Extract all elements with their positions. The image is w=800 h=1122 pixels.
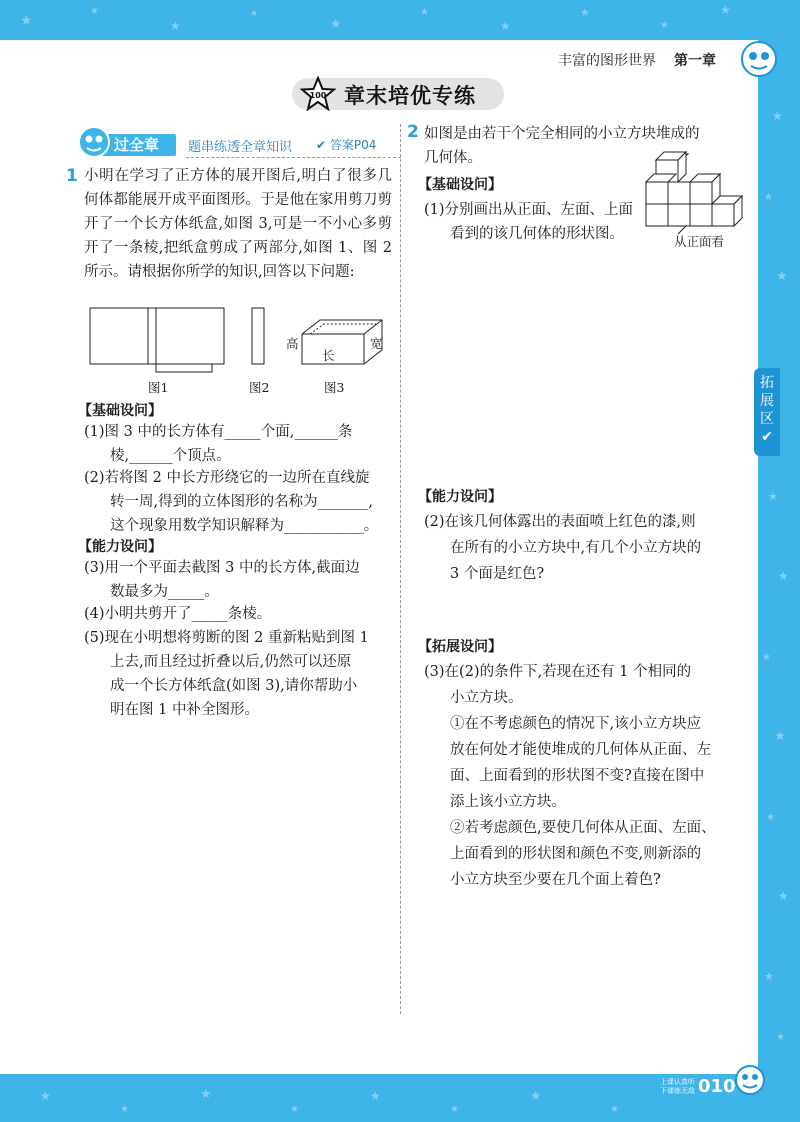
q2-stem-line2: 几何体。 xyxy=(424,150,482,166)
svg-text:★: ★ xyxy=(776,269,788,284)
fig1-rect xyxy=(90,308,224,364)
extension-zone-tab[interactable] xyxy=(754,368,780,456)
top-frame xyxy=(0,0,800,40)
q2-part2-line3: 3 个面是红色? xyxy=(450,566,545,582)
fig3-caption: 图3 xyxy=(324,380,345,395)
star-badge-icon xyxy=(300,76,336,112)
svg-text:★: ★ xyxy=(778,889,789,903)
footer-slogan xyxy=(660,1078,695,1096)
q1-part1-line2: 棱,______个顶点。 xyxy=(110,448,231,464)
q1-part2-line2: 转一周,得到的立体图形的名称为_______, xyxy=(110,494,373,510)
svg-text:★: ★ xyxy=(450,1104,459,1115)
answer-reference: ✔ 答案P04 xyxy=(316,138,377,152)
q2-part3-line2: 小立方块。 xyxy=(450,690,523,706)
svg-text:★: ★ xyxy=(764,970,774,983)
svg-text:★: ★ xyxy=(90,6,99,17)
q2-part2-line2: 在所有的小立方块中,有几个小立方块的 xyxy=(450,540,702,556)
svg-text:★: ★ xyxy=(120,1104,129,1115)
q1-part2-line3: 这个现象用数学知识解释为___________。 xyxy=(110,518,379,534)
q1-part3-line2: 数最多为_____。 xyxy=(110,584,219,600)
fig2-caption: 图2 xyxy=(249,380,270,395)
fig3-height-label: 高 xyxy=(286,336,299,351)
fig1-caption: 图1 xyxy=(148,380,169,395)
svg-text:★: ★ xyxy=(720,3,731,17)
q2-ability-heading: 【能力设问】 xyxy=(418,489,502,505)
column-divider xyxy=(400,124,401,1014)
banner-underline xyxy=(186,157,401,158)
footer-slogan-line2: 下课练无敌 xyxy=(660,1087,695,1095)
q2-extension-heading: 【拓展设问】 xyxy=(418,639,502,655)
fig3-width-label: 宽 xyxy=(370,336,383,351)
svg-text:★: ★ xyxy=(290,1104,299,1115)
q2-part3-line3: ①在不考虑颜色的情况下,该小立方块应 xyxy=(450,716,702,732)
svg-text:★: ★ xyxy=(200,1087,212,1102)
section-title xyxy=(292,78,504,110)
svg-text:★: ★ xyxy=(660,20,669,31)
svg-text:★: ★ xyxy=(500,19,511,33)
svg-text:★: ★ xyxy=(774,729,786,744)
svg-text:★: ★ xyxy=(40,1089,51,1103)
q1-part4: (4)小明共剪开了_____条棱。 xyxy=(84,606,272,622)
running-header xyxy=(558,50,716,70)
q2-stem-line1: 如图是由若干个完全相同的小立方块堆成的 xyxy=(424,126,700,142)
svg-text:★: ★ xyxy=(580,6,590,19)
svg-text:★: ★ xyxy=(20,13,33,29)
svg-text:★: ★ xyxy=(762,652,771,663)
book-section: 丰富的图形世界 xyxy=(558,53,656,69)
fig3-length-label: 长 xyxy=(322,348,335,363)
page-number: 010 xyxy=(698,1076,736,1097)
q1-part1-line1: (1)图 3 中的长方体有_____个面,______条 xyxy=(84,424,353,440)
fig2-rect xyxy=(252,308,264,364)
svg-text:★: ★ xyxy=(420,7,429,18)
q1-basic-heading: 【基础设问】 xyxy=(78,403,162,419)
q2-part3-line5: 面、上面看到的形状图不变?直接在图中 xyxy=(450,768,705,784)
svg-text:★: ★ xyxy=(764,192,773,203)
mascot-logo-icon xyxy=(738,38,780,80)
q1-stem: 小明在学习了正方体的展开图后,明白了很多几何体都能展开成平面图形。于是他在家用剪刀剪开了一个长方体纸盒,如图 3,可是一不小心多剪开了一条棱,把纸盒剪成了两部分,如图 1、图 2 所示。请根据你所学的知识,回答以下问题: xyxy=(84,168,392,280)
q2-cube-figure xyxy=(644,148,748,240)
svg-text:★: ★ xyxy=(170,19,181,33)
footer-slogan-line1: 上课认真听 xyxy=(660,1078,695,1086)
q2-part3-line6: 添上该小立方块。 xyxy=(450,794,566,810)
q2-part2-line1: (2)在该几何体露出的表面喷上红色的漆,则 xyxy=(424,514,696,530)
mascot-icon xyxy=(76,124,116,162)
svg-text:★: ★ xyxy=(768,490,778,503)
q1-part5-line2: 上去,而且经过折叠以后,仍然可以还原 xyxy=(110,654,352,670)
q1-part5-line4: 明在图 1 中补全图形。 xyxy=(110,702,259,718)
banner-subtitle: 题串练透全章知识 xyxy=(188,140,293,155)
q1-part2-line1: (2)若将图 2 中长方形绕它的一边所在直线旋 xyxy=(84,470,370,486)
svg-text:★: ★ xyxy=(250,9,259,19)
q1-part5-line1: (5)现在小明想将剪断的图 2 重新粘贴到图 1 xyxy=(84,630,369,646)
question-number-1: 1 xyxy=(66,166,78,186)
answer-page: 答案P04 xyxy=(329,138,377,152)
svg-text:★: ★ xyxy=(530,1089,542,1104)
page-title: 章末培优专练 xyxy=(344,84,476,108)
q2-part3-line9: 小立方块至少要在几个面上着色? xyxy=(450,872,661,888)
q2-part1-line1: (1)分别画出从正面、左面、上面 xyxy=(424,202,634,218)
banner-label: 过全章 xyxy=(98,134,176,156)
tab-char-1: 拓 xyxy=(760,375,774,391)
svg-text:★: ★ xyxy=(766,812,775,823)
q1-figures xyxy=(88,306,388,388)
svg-text:★: ★ xyxy=(778,569,789,583)
q1-part3-line1: (3)用一个平面去截图 3 中的长方体,截面边 xyxy=(84,560,360,576)
tab-char-2: 展 xyxy=(760,393,774,409)
front-view-label: 从正面看 xyxy=(674,234,725,249)
footer-mascot-icon xyxy=(732,1062,768,1098)
q2-part3-line1: (3)在(2)的条件下,若现在还有 1 个相同的 xyxy=(424,664,692,680)
q2-basic-heading: 【基础设问】 xyxy=(418,177,502,193)
q2-part1-line2: 看到的该几何体的形状图。 xyxy=(450,226,624,242)
q2-part3-line8: 上面看到的形状图和颜色不变,则新添的 xyxy=(450,846,702,862)
svg-text:★: ★ xyxy=(776,1032,785,1043)
svg-text:★: ★ xyxy=(330,17,342,32)
question-number-2: 2 xyxy=(407,122,419,142)
title-badge-text: 100 xyxy=(309,91,327,100)
q2-part3-line7: ②若考虑颜色,要使几何体从正面、左面、 xyxy=(450,820,716,836)
tab-char-3: 区 xyxy=(760,411,774,427)
q2-part3-line4: 放在何处才能使堆成的几何体从正面、左 xyxy=(450,742,711,758)
svg-text:★: ★ xyxy=(772,109,783,123)
svg-text:★: ★ xyxy=(610,1104,619,1115)
chapter-banner xyxy=(76,132,401,158)
check-icon: ✔ xyxy=(761,429,773,445)
q1-part5-line3: 成一个长方体纸盒(如图 3),请你帮助小 xyxy=(110,678,358,694)
svg-text:★: ★ xyxy=(370,1089,381,1103)
q1-ability-heading: 【能力设问】 xyxy=(78,539,162,555)
right-frame xyxy=(758,0,800,1122)
chapter-label: 第一章 xyxy=(674,53,716,69)
